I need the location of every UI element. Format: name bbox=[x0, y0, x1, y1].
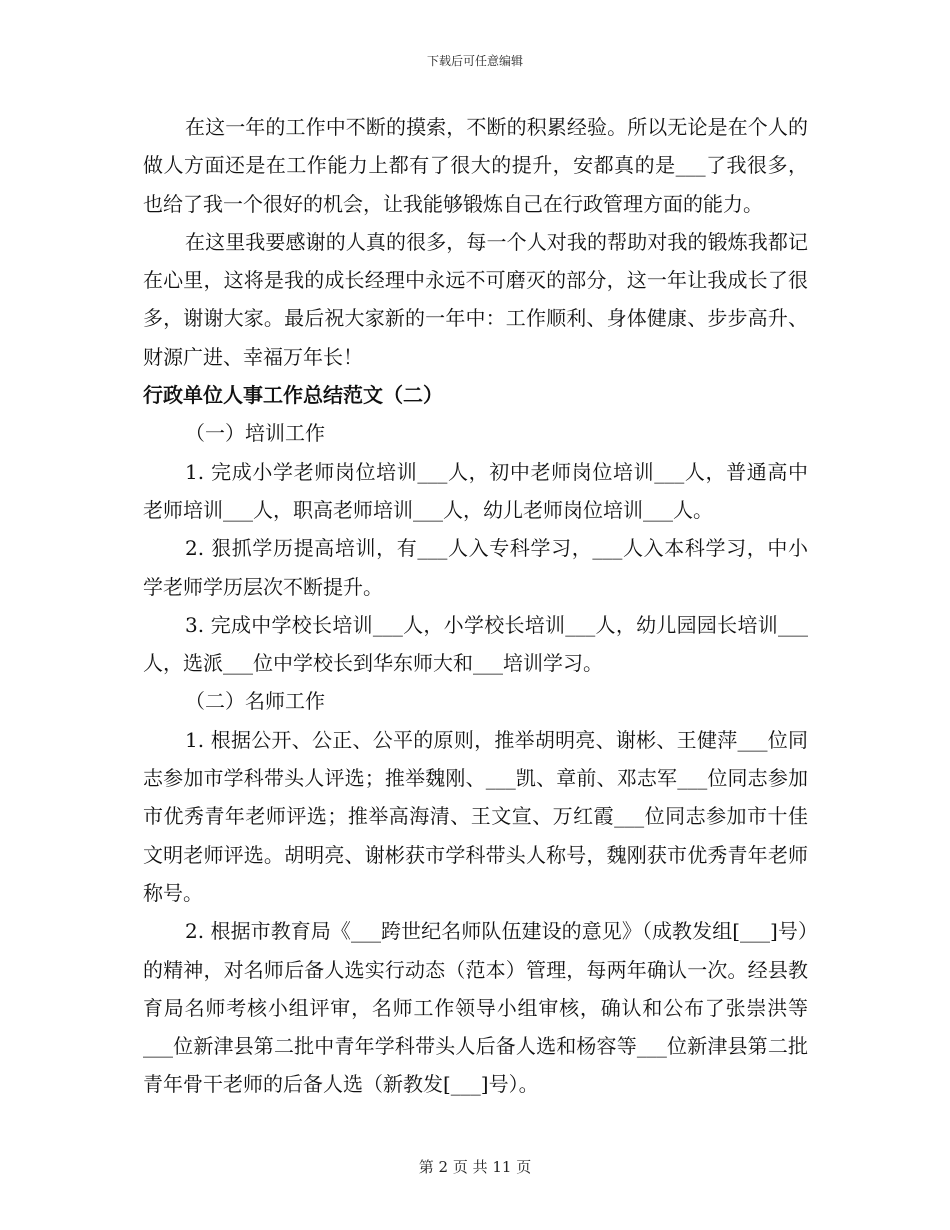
document-body bbox=[143, 108, 808, 1104]
paragraph: 在这一年的工作中不断的摸索，不断的积累经验。所以无论是在个人的做人方面还是在工作能力上都有了很大的提升，安都真的是___了我很多，也给了我一个很好的机会，让我能够锻炼自己在行政管理方面的能力。 bbox=[143, 115, 808, 216]
section-title: 行政单位人事工作总结范文（二） bbox=[143, 383, 443, 408]
subsection-heading: （二）名师工作 bbox=[185, 689, 325, 714]
subsection-heading: （一）培训工作 bbox=[185, 421, 325, 446]
list-item: 1. 根据公开、公正、公平的原则，推举胡明亮、谢彬、王健萍___位同志参加市学科带头人评选；推举魏刚、___凯、章前、邓志军___位同志参加市优秀青年老师评选；推举高海清、王文宣、万红霞___位同志参加市十佳文明老师评选。胡明亮、谢彬获市学科带头人称号，魏刚获市优秀青年老师称号。 bbox=[143, 727, 808, 905]
page-footer-number: 第 2 页 共 11 页 bbox=[418, 1158, 532, 1176]
list-item: 2. 根据市教育局《___跨世纪名师队伍建设的意见》（成教发组[___]号）的精神，对名师后备人选实行动态（范本）管理，每两年确认一次。经县教育局名师考核小组评审，名师工作领导小组审核，确认和公布了张崇洪等___位新津县第二批中青年学科带头人后备人选和杨容等___位新津县第二批青年骨干老师的后备人选（新教发[___]号）。 bbox=[143, 919, 808, 1097]
paragraph: 在这里我要感谢的人真的很多，每一个人对我的帮助对我的锻炼我都记在心里，这将是我的成长经理中永远不可磨灭的部分，这一年让我成长了很多，谢谢大家。最后祝大家新的一年中：工作顺利、身体健康、步步高升、财源广进、幸福万年长！ bbox=[143, 229, 808, 369]
page-header-note: 下载后可任意编辑 bbox=[426, 54, 523, 68]
list-item: 2. 狠抓学历提高培训，有___人入专科学习，___人入本科学习，中小学老师学历层次不断提升。 bbox=[143, 536, 808, 599]
list-item: 1. 完成小学老师岗位培训___人，初中老师岗位培训___人，普通高中老师培训___人，职高老师培训___人，幼儿老师岗位培训___人。 bbox=[143, 459, 808, 522]
list-item: 3. 完成中学校长培训___人，小学校长培训___人，幼儿园园长培训___人，选派___位中学校长到华东师大和___培训学习。 bbox=[143, 612, 808, 676]
